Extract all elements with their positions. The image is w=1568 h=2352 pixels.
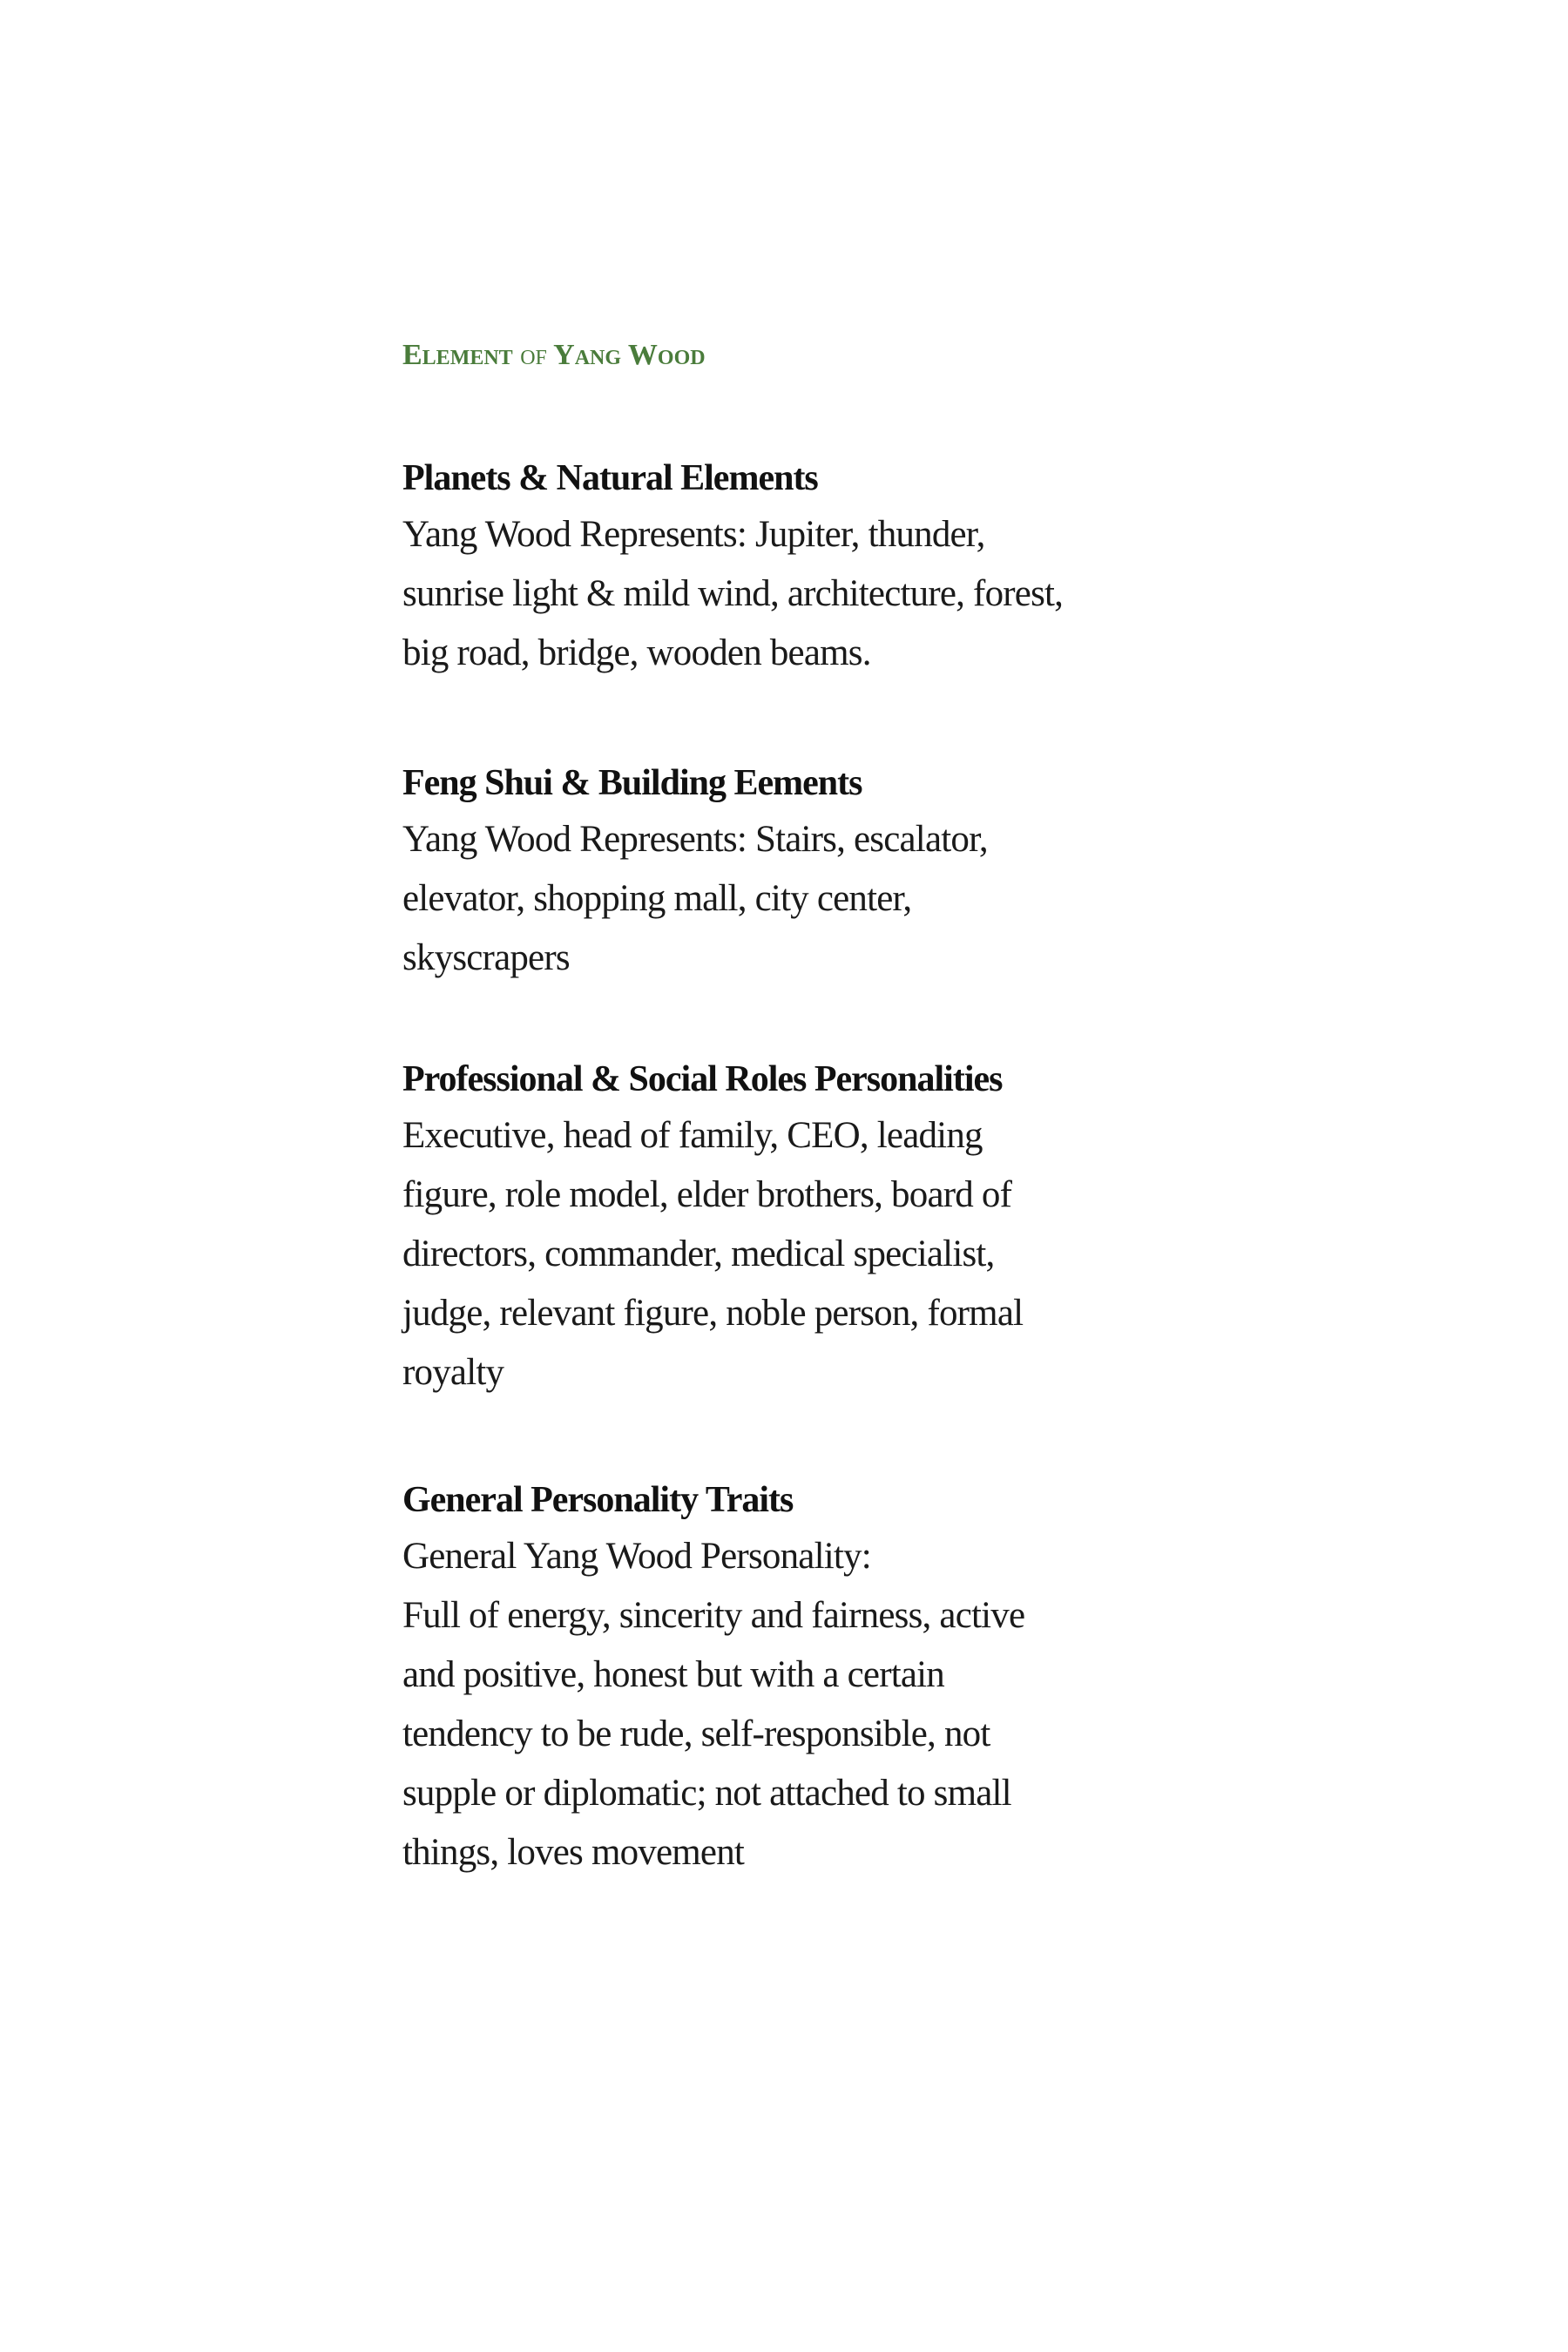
body-line: General Yang Wood Personality: bbox=[402, 1536, 871, 1577]
body-line: skyscrapers bbox=[402, 937, 570, 978]
title-part-yang-wood: Yang Wood bbox=[553, 339, 706, 371]
document-title bbox=[402, 336, 706, 375]
body-line: Executive, head of family, CEO, leading bbox=[402, 1115, 983, 1156]
body-line: Full of energy, sincerity and fairness, active bbox=[402, 1595, 1025, 1636]
section-heading: General Personality Traits bbox=[402, 1480, 794, 1520]
title-part-element: Element bbox=[402, 339, 513, 371]
body-line: things, loves movement bbox=[402, 1832, 745, 1873]
body-line: Yang Wood Represents: Jupiter, thunder, bbox=[402, 514, 985, 555]
body-line: tendency to be rude, self-responsible, not bbox=[402, 1713, 990, 1754]
section-professional-social-roles bbox=[402, 1056, 1169, 1402]
section-body bbox=[402, 1527, 1169, 1882]
body-line: judge, relevant figure, noble person, formal bbox=[402, 1293, 1024, 1334]
section-body bbox=[402, 810, 1169, 988]
section-general-personality-traits bbox=[402, 1477, 1169, 1882]
body-line: big road, bridge, wooden beams. bbox=[402, 632, 871, 673]
body-line: elevator, shopping mall, city center, bbox=[402, 878, 912, 919]
section-feng-shui-building-elements bbox=[402, 760, 1169, 988]
section-body bbox=[402, 505, 1169, 683]
section-heading: Planets & Natural Elements bbox=[402, 458, 818, 498]
section-heading: Professional & Social Roles Personalities bbox=[402, 1059, 1003, 1099]
body-line: directors, commander, medical specialist, bbox=[402, 1233, 995, 1274]
title-part-of: of bbox=[520, 339, 547, 371]
section-body bbox=[402, 1106, 1169, 1402]
body-line: figure, role model, elder brothers, board of bbox=[402, 1174, 1012, 1215]
body-line: supple or diplomatic; not attached to small bbox=[402, 1773, 1011, 1814]
body-line: royalty bbox=[402, 1352, 504, 1393]
body-line: and positive, honest but with a certain bbox=[402, 1654, 945, 1695]
body-line: sunrise light & mild wind, architecture, forest, bbox=[402, 573, 1064, 614]
body-line: Yang Wood Represents: Stairs, escalator, bbox=[402, 819, 988, 860]
section-heading: Feng Shui & Building Eements bbox=[402, 763, 862, 803]
section-planets-natural-elements bbox=[402, 455, 1169, 683]
